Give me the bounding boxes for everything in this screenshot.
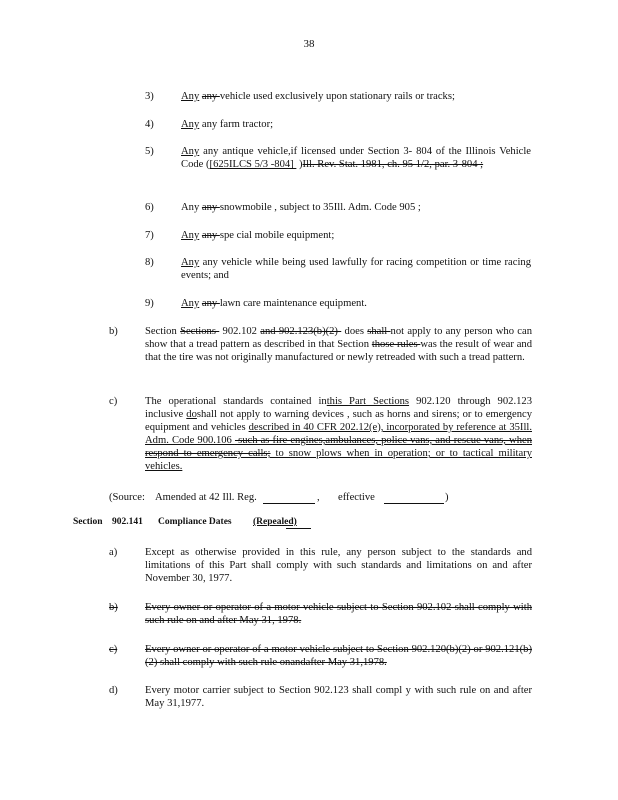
blank-line bbox=[263, 503, 315, 504]
section-status: (Repealed) bbox=[253, 517, 297, 527]
section-title: Compliance Dates bbox=[158, 517, 232, 527]
item-text: Any any lawn care maintenance equipment. bbox=[181, 298, 367, 309]
paragraph-text: Section Sections 902.102 and 902.123(b)(2) does shall not apply to any person who can show that a tread pattern as described in that Section those rules was the result of wear and that the tire was not originally manufactured or newly retreaded with such a tread pattern. bbox=[145, 326, 532, 363]
section-number: 902.141 bbox=[112, 517, 143, 527]
item-text: Any any vehicle while being used lawfully for racing competition or time racing events; and bbox=[181, 257, 531, 281]
paragraph-label: c) bbox=[109, 396, 118, 407]
item-label: b) bbox=[109, 602, 118, 613]
source-effective: effective bbox=[338, 492, 375, 503]
item-text: Any any vehicle used exclusively upon stationary rails or tracks; bbox=[181, 91, 455, 102]
item-label: d) bbox=[109, 685, 118, 696]
item-text: Every owner or operator of a motor vehicle subject to Section 902.102 shall comply with such rule on and after May 31, 1978. bbox=[145, 602, 532, 626]
item-text: Every owner or operator of a motor vehicle subject to Section 902.120(b)(2) or 902.121(b)(2) shall comply with such rule onandafter May 31,1978. bbox=[145, 644, 532, 668]
blank-line bbox=[384, 503, 444, 504]
paragraph-label: b) bbox=[109, 326, 118, 337]
source-amended: Amended at 42 Ill. Reg. bbox=[155, 492, 257, 503]
item-text: Any any farm tractor; bbox=[181, 119, 274, 130]
item-label: 9) bbox=[145, 298, 154, 309]
item-text: Any any spe cial mobile equipment; bbox=[181, 230, 335, 241]
item-text: Any any snowmobile , subject to 35Ill. Adm. Code 905 ; bbox=[181, 202, 421, 213]
item-text: Except as otherwise provided in this rule, any person subject to the standards and limitations of this Part shall comply with such standards and limitations on and after November 30, 1977. bbox=[145, 547, 532, 584]
paragraph-text: The operational standards contained inthis Part Sections 902.120 through 902.123 inclusive doshall not apply to warning devices , such as horns and sirens; or to emergency equipment and vehicles described in 40 CFR 202.12(e), incorporated by reference at 35Ill. Adm. Code 900.106 such as fire engines,ambulances, police vans, and rescue vans, when respond to emergency calls; to snow plows when in operation; or to tactical military vehicles. bbox=[145, 396, 533, 472]
item-label: a) bbox=[109, 547, 118, 558]
source-note bbox=[109, 491, 489, 505]
item-label: 5) bbox=[145, 146, 154, 157]
source-close: ) bbox=[445, 492, 449, 503]
item-label: 6) bbox=[145, 202, 154, 213]
source-comma: , bbox=[317, 492, 320, 503]
section-label: Section bbox=[73, 517, 103, 527]
item-label: 8) bbox=[145, 257, 154, 268]
item-label: 7) bbox=[145, 230, 154, 241]
page-number: 38 bbox=[303, 38, 315, 50]
item-text: Every motor carrier subject to Section 902.123 shall compl y with such rule on and after May 31,1977. bbox=[145, 685, 532, 709]
heading-underline bbox=[286, 528, 311, 529]
item-label: 4) bbox=[145, 119, 154, 130]
item-label: c) bbox=[109, 644, 118, 655]
item-label: 3) bbox=[145, 91, 154, 102]
source-label: (Source: bbox=[109, 492, 145, 503]
item-text: Any any antique vehicle,if licensed under Section 3- 804 of the Illinois Vehicle Code ([625ILCS 5/3 -804] )Ill. Rev. Stat. 1981, ch. 95 1/2, par. 3-804 ; bbox=[181, 146, 531, 170]
